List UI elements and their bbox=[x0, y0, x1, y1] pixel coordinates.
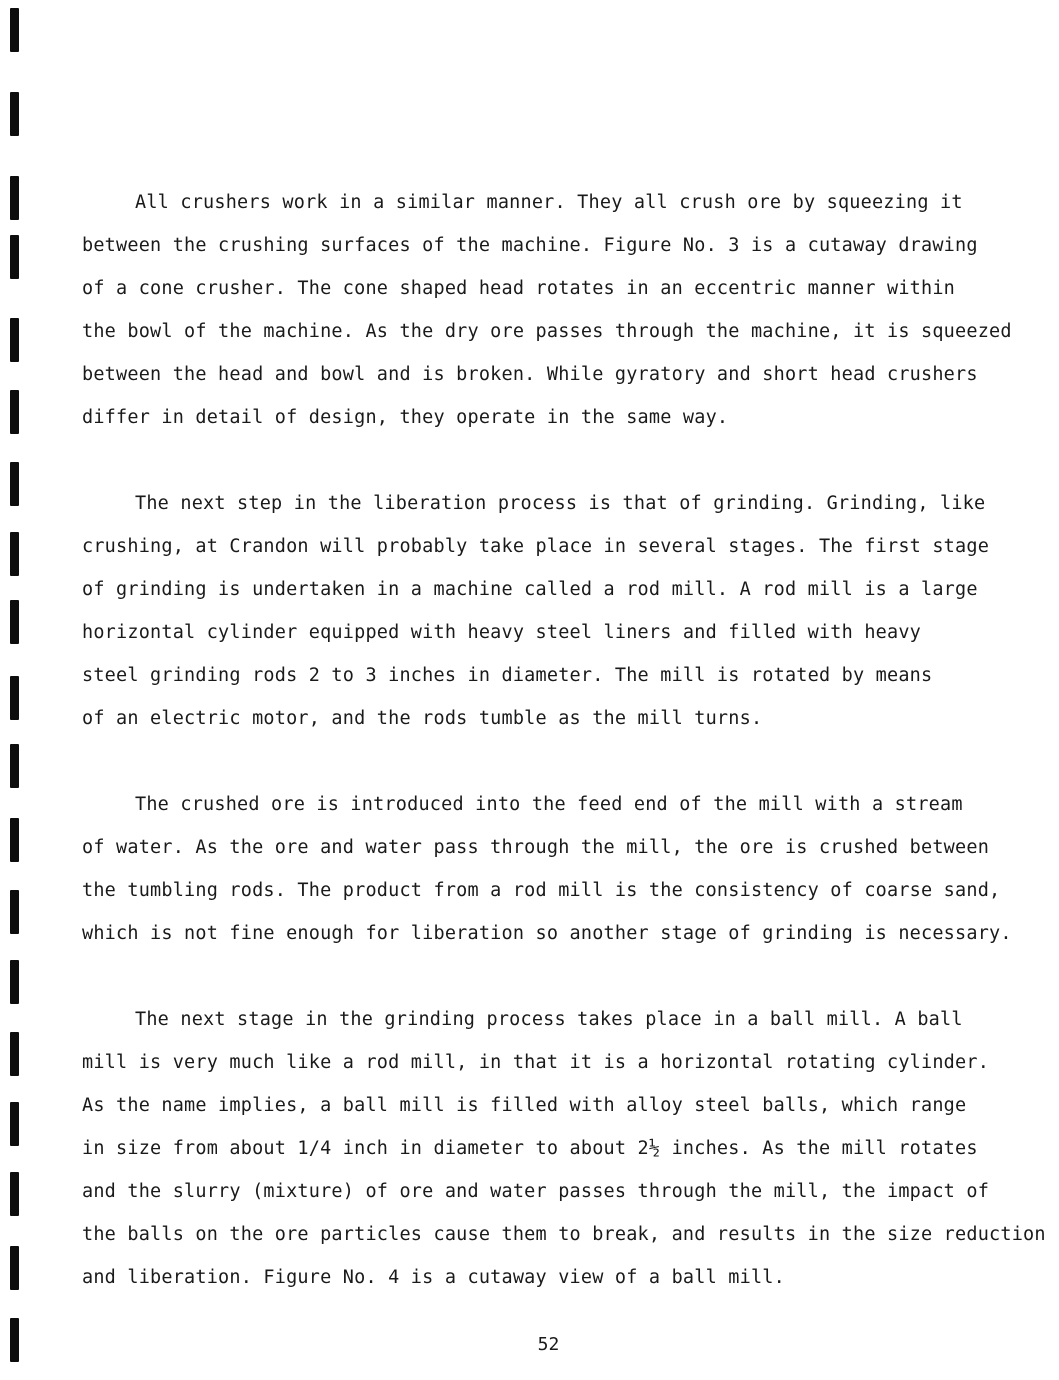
text-line: the bowl of the machine. As the dry ore passes through the machine, it is squeezed bbox=[82, 321, 1012, 342]
binding-marks bbox=[6, 0, 20, 1380]
binding-mark bbox=[10, 1102, 19, 1146]
text-line: The crushed ore is introduced into the feed end of the mill with a stream bbox=[135, 794, 963, 815]
binding-mark bbox=[10, 462, 19, 506]
binding-mark bbox=[10, 1172, 19, 1216]
text-line: mill is very much like a rod mill, in that it is a horizontal rotating cylinder. bbox=[82, 1052, 990, 1073]
binding-mark bbox=[10, 744, 19, 788]
text-line: of a cone crusher. The cone shaped head rotates in an eccentric manner within bbox=[82, 278, 956, 299]
text-line: crushing, at Crandon will probably take place in several stages. The first stage bbox=[82, 536, 990, 557]
binding-mark bbox=[10, 600, 19, 644]
binding-mark bbox=[10, 318, 19, 362]
binding-mark bbox=[10, 390, 19, 434]
text-line: As the name implies, a ball mill is filled with alloy steel balls, which range bbox=[82, 1095, 967, 1116]
text-line: horizontal cylinder equipped with heavy steel liners and filled with heavy bbox=[82, 622, 922, 643]
binding-mark bbox=[10, 890, 19, 934]
text-line: The next step in the liberation process is that of grinding. Grinding, like bbox=[135, 493, 986, 514]
page-body bbox=[82, 181, 1046, 1342]
text-line: of water. As the ore and water pass through the mill, the ore is crushed between bbox=[82, 837, 990, 858]
text-line: between the crushing surfaces of the machine. Figure No. 3 is a cutaway drawing bbox=[82, 235, 978, 256]
binding-mark bbox=[10, 8, 19, 52]
text-line: the tumbling rods. The product from a rod mill is the consistency of coarse sand, bbox=[82, 880, 1001, 901]
text-line: in size from about 1/4 inch in diameter to about 2½ inches. As the mill rotates bbox=[82, 1138, 978, 1159]
binding-mark bbox=[10, 92, 19, 136]
binding-mark bbox=[10, 532, 19, 576]
binding-mark bbox=[10, 176, 19, 220]
paragraph bbox=[82, 181, 1012, 439]
binding-mark bbox=[10, 818, 19, 862]
text-line: All crushers work in a similar manner. They all crush ore by squeezing it bbox=[135, 192, 963, 213]
text-line: steel grinding rods 2 to 3 inches in diameter. The mill is rotated by means bbox=[82, 665, 933, 686]
paragraph bbox=[82, 998, 1046, 1299]
paragraph bbox=[82, 482, 1012, 740]
page-number: 52 bbox=[537, 1334, 560, 1355]
binding-mark bbox=[10, 1032, 19, 1076]
text-line: which is not fine enough for liberation so another stage of grinding is necessary. bbox=[82, 923, 1012, 944]
text-line: of an electric motor, and the rods tumble as the mill turns. bbox=[82, 708, 763, 729]
text-line: between the head and bowl and is broken. While gyratory and short head crushers bbox=[82, 364, 978, 385]
text-line: differ in detail of design, they operate in the same way. bbox=[82, 407, 729, 428]
paragraph bbox=[82, 783, 1012, 955]
text-line: and the slurry (mixture) of ore and water passes through the mill, the impact of bbox=[82, 1181, 990, 1202]
binding-mark bbox=[10, 1246, 19, 1290]
binding-mark bbox=[10, 960, 19, 1004]
binding-mark bbox=[10, 235, 19, 279]
text-line: the balls on the ore particles cause them to break, and results in the size reduction bbox=[82, 1224, 1046, 1245]
text-line: of grinding is undertaken in a machine called a rod mill. A rod mill is a large bbox=[82, 579, 978, 600]
binding-mark bbox=[10, 676, 19, 720]
text-line: and liberation. Figure No. 4 is a cutaway view of a ball mill. bbox=[82, 1267, 785, 1288]
text-line: The next stage in the grinding process takes place in a ball mill. A ball bbox=[135, 1009, 963, 1030]
